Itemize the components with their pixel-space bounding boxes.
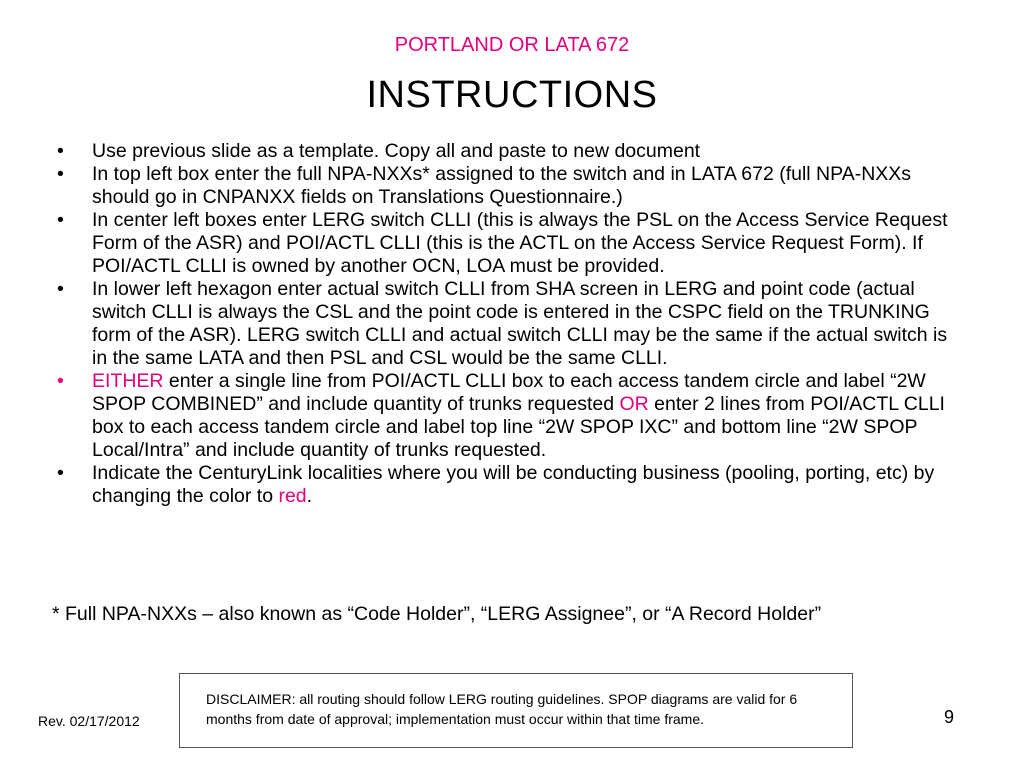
bullet-marker: • — [57, 209, 64, 231]
either-keyword: EITHER — [92, 370, 164, 392]
bullet-text: . — [306, 485, 313, 507]
bullet-text: In center left boxes enter LERG switch CLLI (this is always the PSL on the Access Service Request Form of the ASR) and POI/ACTL CLLI (this is the ACTL on the Access Service Request Form). If POI/ACTL CLLI is owned by another OCN, LOA must be provided. — [92, 209, 948, 277]
revision-date: Rev. 02/17/2012 — [38, 713, 140, 729]
bullet-text: enter 2 lines from POI/ACTL CLLI box to each access tandem circle and label top line “2W SPOP IXC” and bottom line “2W SPOP Local/Intra” and include quantity of trunks requested. — [92, 393, 945, 461]
disclaimer-text: DISCLAIMER: all routing should follow LERG routing guidelines. SPOP diagrams are valid for 6 months from date of approval; implementation must occur within that time frame. — [206, 691, 798, 727]
page-number: 9 — [944, 707, 955, 727]
bullet-marker: • — [57, 140, 64, 162]
red-keyword: red — [278, 485, 307, 507]
instruction-list — [57, 140, 957, 508]
list-item — [57, 209, 957, 278]
list-item — [57, 140, 957, 163]
slide-subtitle: PORTLAND OR LATA 672 — [394, 34, 630, 56]
bullet-marker: • — [57, 163, 64, 185]
disclaimer-box — [179, 673, 853, 748]
footnote: * Full NPA-NXXs – also known as “Code Holder”, “LERG Assignee”, or “A Record Holder” — [52, 603, 822, 625]
list-item — [57, 370, 957, 462]
bullet-marker: • — [57, 278, 64, 300]
bullet-text: Indicate the CenturyLink localities where you will be conducting business (pooling, porting, etc) by changing the color to — [92, 462, 935, 507]
bullet-text: In lower left hexagon enter actual switch CLLI from SHA screen in LERG and point code (actual switch CLLI is always the CSL and the point code is entered in the CSPC field on the TRUNKING form of the ASR). LERG switch CLLI and actual switch CLLI may be the same if the actual switch is in the same LATA and then PSL and CSL would be the same CLLI. — [92, 278, 948, 369]
bullet-text: enter a single line from POI/ACTL CLLI box to each access tandem circle and label “2W SPOP COMBINED” and include quantity of trunks requested — [92, 370, 926, 415]
or-keyword: OR — [619, 393, 649, 415]
bullet-text: Use previous slide as a template. Copy all and paste to new document — [92, 140, 701, 162]
bullet-marker: • — [57, 462, 64, 484]
bullet-text: In top left box enter the full NPA-NXXs* assigned to the switch and in LATA 672 (full NPA-NXXs should go in CNPANXX fields on Translations Questionnaire.) — [92, 163, 912, 208]
list-item — [57, 163, 957, 209]
slide-title: INSTRUCTIONS — [366, 74, 658, 116]
bullet-marker: • — [57, 370, 64, 392]
list-item — [57, 278, 957, 370]
list-item — [57, 462, 957, 508]
